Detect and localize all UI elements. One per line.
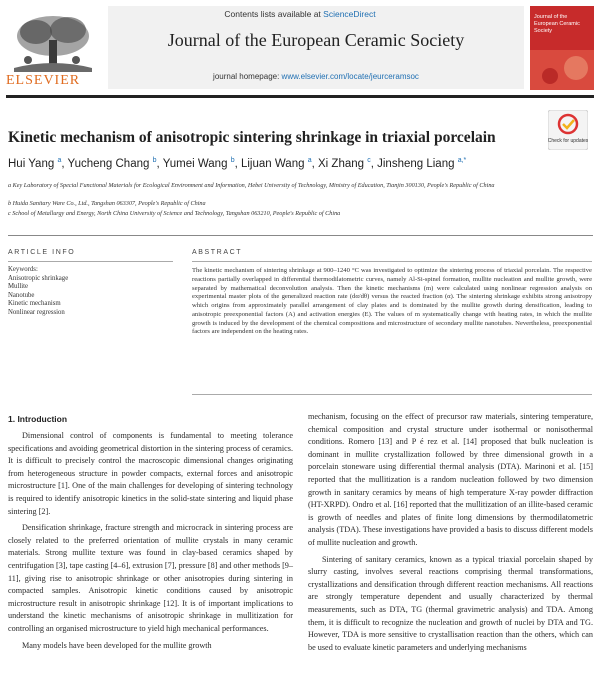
keyword-item: Nanotube <box>8 291 35 299</box>
contents-prefix: Contents lists available at <box>224 9 324 19</box>
author-affiliation-marker[interactable]: c <box>367 157 371 164</box>
author-affiliation-marker[interactable]: b <box>152 157 157 164</box>
section-heading-introduction: 1. Introduction <box>8 414 68 424</box>
author-name[interactable]: Jinsheng Liang <box>377 157 455 170</box>
keyword-item: Kinetic mechanism <box>8 300 61 308</box>
keyword-item: Mullite <box>8 283 29 291</box>
body-paragraph: Densification shrinkage, fracture strength and microcrack in sintering process are closely related to the preferred orientation of mullite crystals in many ceramic materials. Strong mullite texture was found in clay-based ceramics shaped by centrifugation [3], tape casting [4–6], extrusion [7], pressure [8] and other methods [9–11], giving rise to anisotropic shrinkage or other anisotropies during sintering in compacted samples. Anisotropic kinetic conditions caused by anisotropic microstructure result in anisotropic shrinkage [12]. It is of important implications to understand the kinetic mechanisms of anisotropic shrinkage in mullitization for controlling an organised microstructure to yield high mechanical performances. <box>8 523 293 633</box>
affiliation-a: a Key Laboratory of Special Functional Materials for Ecological Environment and Information, Hebei University of Technology, Ministry of Education, Tianjin 300130, People's Republic of China <box>8 182 495 189</box>
article-info-heading: ARTICLE INFO <box>8 249 76 256</box>
affiliation-divider <box>8 235 593 236</box>
keyword-item: Anisotropic shrinkage <box>8 274 69 282</box>
author-name[interactable]: Xi Zhang <box>318 157 365 170</box>
journal-homepage-line <box>108 72 524 81</box>
journal-title[interactable]: Journal of the European Ceramic Society <box>167 30 465 50</box>
homepage-link[interactable]: www.elsevier.com/locate/jeurceramsoc <box>281 72 419 81</box>
body-paragraph: mechanism, focusing on the effect of precursor raw materials, sintering temperature, chemical composition and crystal structure under isothermal or nonisothermal conditions. Romero [13] and P é rez et al. [14] proposed that bulk nucleation is dominant in mullite crystallization followed by three dimensional growth in a porcelain stoneware using differential thermal analysis (DTA). Marinoni et al. [15] reported that the mullitization is a random nucleation followed by two dimension growth in sanitary ceramics by means of high temperature X-ray powder diffraction (HT-XRPD). Ondro et al. [16] reported that the mullitization of an illite-based ceramic is growth of needles and plates of finite long dimensions by thermodilatometric analysis (TDA). These investigations have provided a basis to discuss different models of mullite nucleation and growth. <box>308 412 593 547</box>
body-paragraph: Sintering of sanitary ceramics, known as a typical triaxial porcelain shaped by slurry casting, involves several reactions comprising thermal transformations, crystallizations and densification through different reaction mechanisms. All reactions are strongly temperature dependent and usually characterized by thermal measurements, such as DTA, TG (thermal gravimetric analysis) and TDA. Among them, it is difficult to recognize the nucleation and growth of nuclei by DTA and TG. However, TDA is more sensitive to crystallisation reaction than the others, which can be used to evaluate kinetic parameters and underlying mechanisms <box>308 554 593 652</box>
body-column-left <box>8 430 293 652</box>
abstract-text: The kinetic mechanism of sintering shrinkage at 900–1240 °C was investigated to optimize the sintering process of triaxial porcelain. The respective reactions partially overlapped in differential thermodilatometric curves, namely Al-Si-spinel formation, mullite nucleation and mullite growth, were separated by mathematical deconvolution analysis. Then the kinetic mechanisms (m) were calculated using nonlinear regression analysis on experimental master plots of the generalized reaction rate (dα/dθ) versus the reacted fraction (α). The sintering shrinkage exhibits strong anisotropy which origins from approximately parallel arrangement of clay plates and is dominated by the mullite growth during densification, leading to anisotropic preexponential factors (A) and activation energies (E). The values of m systematically change with heating rates, in which the mullite growth is induced by the development of the chemical compositions and microstructure of secondary mullite nanotubes. Nevertheless, preexponential factors are independent on the heating rates. <box>192 267 592 336</box>
author-name[interactable]: Lijuan Wang <box>240 157 305 170</box>
check-for-updates-label: Check for updates <box>548 138 588 144</box>
abstract-bottom-rule <box>192 394 592 395</box>
author-affiliation-marker[interactable]: a <box>307 157 312 164</box>
keyword-item: Nonlinear regression <box>8 308 65 316</box>
keywords-label: Keywords: <box>8 266 38 273</box>
body-column-right <box>308 411 593 654</box>
author-affiliation-marker[interactable]: a,* <box>457 157 467 164</box>
homepage-prefix: journal homepage: <box>213 72 282 81</box>
author-name[interactable]: Yucheng Chang <box>67 157 150 170</box>
check-for-updates-icon[interactable] <box>548 110 588 150</box>
sciencedirect-link[interactable]: ScienceDirect <box>323 9 376 19</box>
abstract-heading: ABSTRACT <box>192 249 243 256</box>
article-title: Kinetic mechanism of anisotropic sintering shrinkage in triaxial porcelain <box>8 129 496 146</box>
body-paragraph: Dimensional control of components is fundamental to meeting tolerance specifications and avoiding geometrical distortion in the sintering process of ceramics. It is difficult to precisely control the macroscopic dimensional changes originating from heterogeneous structure in powder compacts, external forces and anisotropic microstructure [1]. One of the main challenges for developing of sintering technology is required to identify anisotropic kinetics in the solid-state sintering and liquid phase sintering [2]. <box>8 431 293 516</box>
header-rule <box>6 95 594 98</box>
abstract-rule <box>192 261 592 262</box>
author-affiliation-marker[interactable]: a <box>57 157 62 164</box>
affiliation-b: b Huida Sanitary Ware Co., Ltd., Tangshan 063307, People's Republic of China <box>8 200 206 207</box>
author-list: Hui Yang $^a$, Yucheng Chang $^b$, Yumei Wang $^b$, Lijuan Wang $^a$, Xi Zhang $^c$, Jinsheng Liang $^{a,*}$ <box>8 157 467 170</box>
body-paragraph: Many models have been developed for the mullite growth <box>22 640 212 650</box>
author-name[interactable]: Yumei Wang <box>162 157 228 170</box>
publisher-name: ELSEVIER <box>6 73 81 88</box>
author-name[interactable]: Hui Yang <box>8 157 55 170</box>
cover-title: Journal of the European Ceramic Society <box>534 14 580 34</box>
author-affiliation-marker[interactable]: b <box>230 157 235 164</box>
affiliation-c: c School of Metallurgy and Energy, North China University of Science and Technology, Tangshan 063210, People's Republic of China <box>8 210 341 217</box>
article-info-rule <box>8 261 173 262</box>
keywords-list <box>8 266 173 318</box>
